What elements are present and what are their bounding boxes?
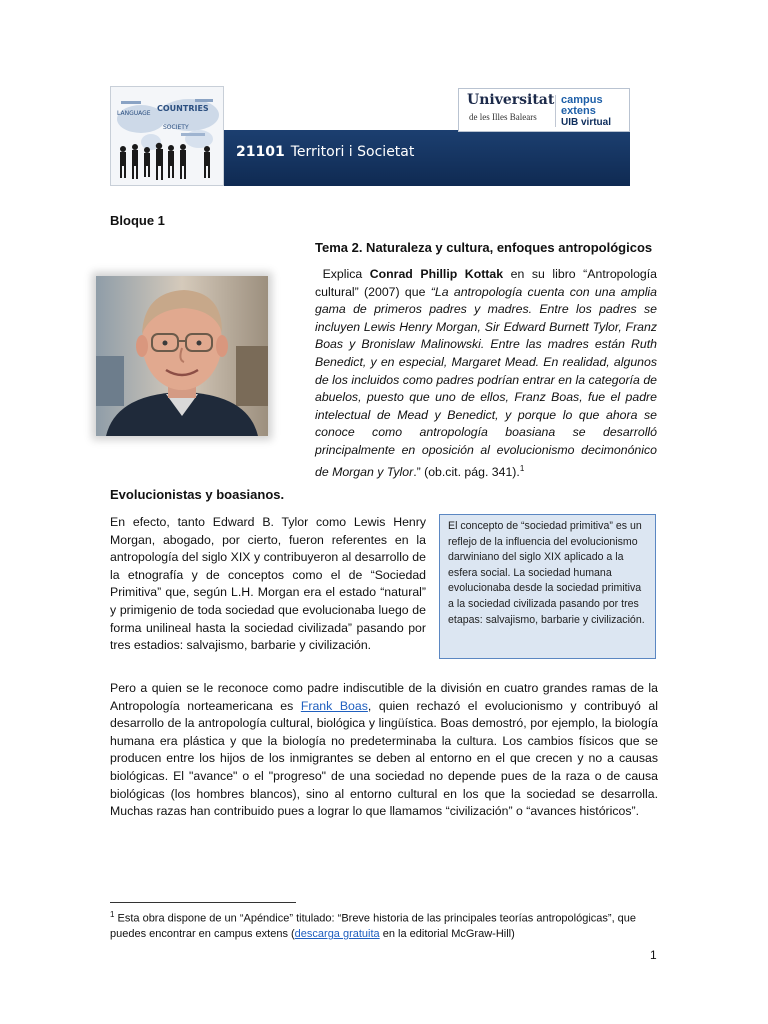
body-paragraph-2 bbox=[110, 680, 658, 821]
tema-heading: Tema 2. Naturaleza y cultura, enfoques antropológicos bbox=[315, 240, 653, 255]
header-banner bbox=[110, 86, 630, 186]
frank-boas-link[interactable]: Frank Boas bbox=[300, 698, 368, 713]
intro-mid: en su libro “Antropología cultural” (2007) que bbox=[315, 267, 658, 299]
section-heading: Evolucionistas y boasianos. bbox=[110, 487, 285, 502]
footnote-ref[interactable]: 1 bbox=[519, 463, 525, 473]
university-subtitle: de les Illes Balears bbox=[469, 112, 537, 122]
campus-line-1: campus extens bbox=[561, 94, 603, 117]
footnote-number: 1 bbox=[110, 910, 115, 919]
course-title bbox=[236, 144, 414, 160]
art-word-countries: COUNTRIES bbox=[157, 104, 209, 113]
para2-before-link: Pero a quien se le reconoce como padre indiscutible de la división en cuatro grandes ramas de la Antropología norteamericana es bbox=[110, 681, 658, 713]
intro-lead: Explica bbox=[322, 267, 363, 281]
course-strip bbox=[224, 130, 630, 186]
page-number: 1 bbox=[650, 948, 657, 962]
intro-paragraph bbox=[315, 266, 657, 481]
university-logo bbox=[458, 88, 630, 132]
author-name: Conrad Phillip Kottak bbox=[369, 267, 504, 281]
art-word-society: SOCIETY bbox=[163, 124, 189, 131]
world-map-illustration bbox=[110, 86, 224, 186]
callout-box: El concepto de “sociedad primitiva” es un reflejo de la influencia del evolucionismo darwiniano del siglo XIX aplicado a la esfera social. La sociedad humana evolucionaba desde la sociedad primitiva a la sociedad civilizada pasando por tres etapas: salvajismo, barbarie y civilización. bbox=[439, 514, 656, 659]
footnote bbox=[110, 907, 660, 943]
campus-line-2: UIB virtual bbox=[561, 117, 612, 128]
footnote-divider bbox=[110, 902, 296, 903]
course-code: 21101 bbox=[236, 144, 285, 160]
para2-after-link: , quien rechazó el evolucionismo y contribuyó al desarrollo de la antropología cultural, biológica y lingüística. Boas demostró, por ejemplo, la biología humana era plástica y que la biología no predeterminaba la cultura. Los cambios físicos que se producen entre los hijos de los inmigrantes se deben al entorno en el que crecen y no a causas biológicas. El "avance" o el "progreso" de una sociedad no depende pues de la raza o de causa biológicas (los hombres blancos), sino al entorno cultural en los que la sociedad se desarrolla. Muchas razas han contribuido pues a lograr lo que llamamos “civilización” o “avances históricos”. bbox=[110, 698, 658, 819]
kottak-quote: “La antropología cuenta con una amplia gama de primeros padres y madres. Entre los padres se incluyen Lewis Henry Morgan, Sir Edward Burnett Tylor, Franz Boas y Bronislaw Malinowski. Entre las madres están Ruth Benedict, y en especial, Margaret Mead. En realidad, algunos de los incluidos como padres podrían entrar en la categoría de abuelos, puesto que uno de ellos, Franz Boas, fue el padre intelectual de Mead y Benedict, y porque lo que ahora se conoce como antropología boasiana se desarrolló principalmente en oposición al evolucionismo decimonónico de Morgan y Tylor bbox=[315, 284, 657, 479]
art-word-language: LANGUAGE bbox=[117, 110, 151, 117]
university-name: Universitat bbox=[467, 92, 555, 108]
author-portrait bbox=[96, 276, 268, 436]
body-paragraph-1: En efecto, tanto Edward B. Tylor como Lewis Henry Morgan, abogado, por cierto, fueron referentes en la antropología del siglo XIX y contribuyeron al desarrollo de la etnografía y de conceptos como el de “Sociedad Primitiva” que, según L.H. Morgan era el estado “natural” y primigenio de toda sociedad que evolucionaba luego de forma unilineal hasta la sociedad civilizada” pasando por tres estadios: salvajismo, barbarie y civilización. bbox=[110, 515, 426, 653]
footnote-text: Esta obra dispone de un “Apéndice” titulado: “Breve historia de las principales teorías antropológicas”, que puedes encontrar en campus extens ( bbox=[110, 912, 637, 941]
course-name: Territori i Societat bbox=[290, 144, 415, 160]
intro-tail: .” (ob.cit. pág. 341). bbox=[413, 464, 520, 479]
campus-extens-logo bbox=[561, 95, 629, 128]
free-download-link[interactable]: descarga gratuita bbox=[294, 928, 380, 941]
logo-divider bbox=[555, 95, 556, 127]
footnote-tail: en la editorial McGraw-Hill) bbox=[379, 928, 515, 941]
block-heading: Bloque 1 bbox=[110, 213, 165, 228]
